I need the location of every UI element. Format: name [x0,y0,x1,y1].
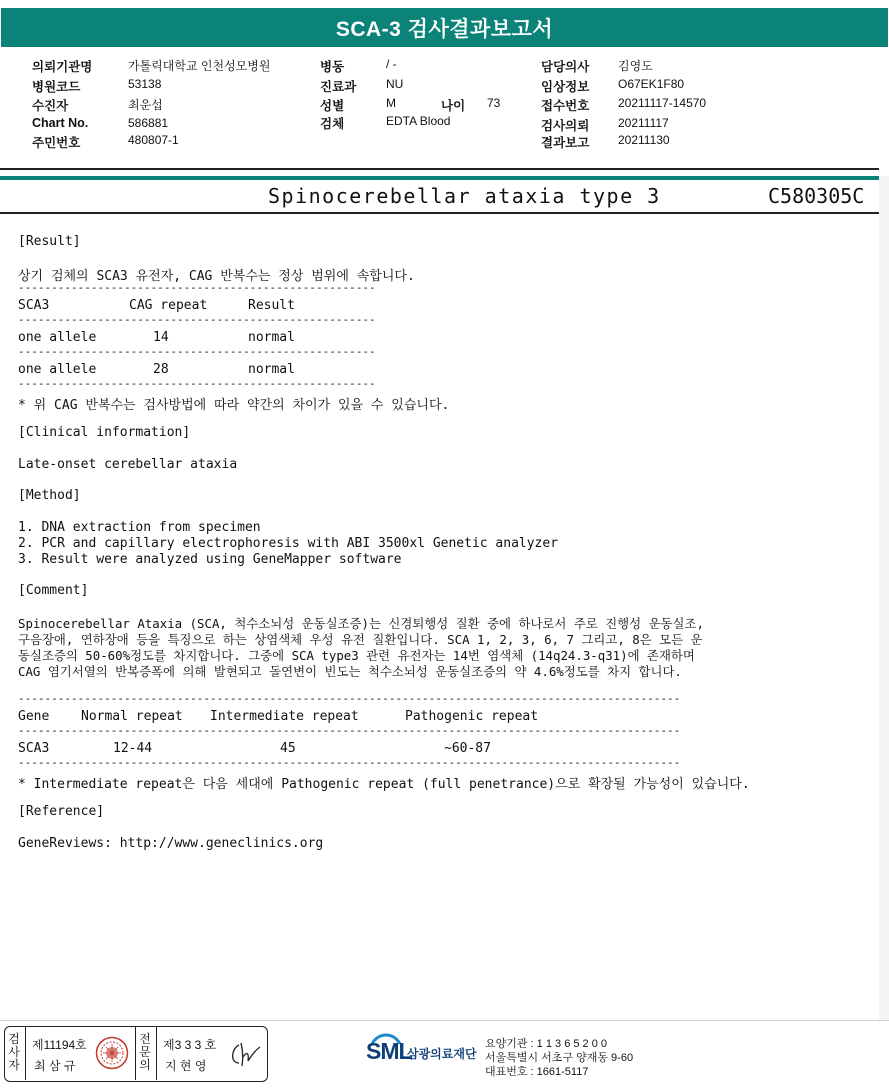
table-rule: ---------------------------------------------------------------------------------------------------- [18,756,681,769]
table-rule: ------------------------------------------------------ [18,377,376,390]
signer2-license: 제3 3 3 호 [163,1038,217,1052]
reference-heading: [Reference] [18,804,105,819]
organization-name: 삼광의료재단 [407,1047,477,1061]
header-value: M [386,96,396,110]
logo-text: SML [366,1038,412,1064]
header-value: 20211130 [618,133,670,147]
header-value: 20211117 [618,116,669,130]
handwritten-signature-icon [227,1039,263,1069]
test-name: Spinocerebellar ataxia type 3 [268,184,661,208]
signature-divider [156,1027,157,1080]
result-summary: 상기 검체의 SCA3 유전자, CAG 반복수는 정상 범위에 속합니다. [18,269,415,284]
method-item: 2. PCR and capillary electrophoresis with ABI 3500xl Genetic analyzer [18,536,559,551]
table-rule: ------------------------------------------------------ [18,313,376,326]
reference-text: GeneReviews: http://www.geneclinics.org [18,836,324,851]
company-logo [366,1030,486,1072]
comment-line: CAG 염기서열의 반복증폭에 의해 발현되고 돌연변이 빈도는 척수소뇌성 운동실조증의 약 4.6%정도를 차지 합니다. [18,664,682,679]
org-code: 요양기관 : 1 1 3 6 5 2 0 0 [485,1038,608,1050]
signer1-license: 제11194호 [32,1038,87,1052]
header-value: 가톨릭대학교 인천성모병원 [128,59,271,73]
signature-divider [135,1027,136,1080]
table-rule: ------------------------------------------------------ [18,345,376,358]
header-value: 586881 [128,116,169,130]
gene-cell: 45 [280,741,296,756]
result-cell: normal [248,362,295,377]
method-item: 1. DNA extraction from specimen [18,520,261,535]
gene-note: * Intermediate repeat은 다음 세대에 Pathogenic repeat (full penetrance)으로 확장될 가능성이 있습니다. [18,777,750,792]
header-label: 결과보고 [541,136,590,150]
signer1-name: 최 삼 규 [34,1059,76,1073]
result-cell: 14 [153,330,169,345]
result-col-header: Result [248,298,295,313]
report-title-area [0,0,889,48]
header-label: 검체 [320,117,345,131]
header-label: 성별 [320,99,345,113]
gene-col-header: Intermediate repeat [210,709,359,724]
table-rule: ------------------------------------------------------ [18,281,376,294]
header-label: 접수번호 [541,99,590,113]
comment-line: 동실조증의 50-60%정도를 차지합니다. 그중에 SCA type3 관련 유전자는 14번 염색체 (14q24.3-q31)에 존재하며 [18,648,695,663]
header-label: 의뢰기관명 [32,60,93,74]
signer2-name: 지 현 영 [165,1059,207,1073]
comment-line: 구음장애, 연하장애 등을 특징으로 하는 상염색체 우성 유전 질환입니다. SCA 1, 2, 3, 6, 7 그리고, 8은 모든 운 [18,632,703,647]
signature-box [4,1026,268,1082]
signer2-role: 전 문 의 [139,1032,151,1072]
header-label: 진료과 [320,80,357,94]
header-label: 주민번호 [32,136,81,150]
header-value: 480807-1 [128,133,179,147]
signature-divider [25,1027,26,1080]
header-value: EDTA Blood [386,114,451,128]
header-value: 최운섭 [128,98,163,112]
gene-col-header: Gene [18,709,50,724]
table-rule: ---------------------------------------------------------------------------------------------------- [18,724,681,737]
result-col-header: CAG repeat [129,298,208,313]
header-value: / - [386,57,397,71]
method-heading: [Method] [18,488,81,503]
result-cell: one allele [18,362,97,377]
gene-col-header: Normal repeat [81,709,183,724]
gene-cell: 12-44 [113,741,153,756]
age-label: 나이 [441,99,466,113]
patient-header [0,47,889,169]
clinical-text: Late-onset cerebellar ataxia [18,457,238,472]
result-heading: [Result] [18,234,81,249]
result-col-header: SCA3 [18,298,50,313]
header-value: 김영도 [618,59,653,73]
comment-heading: [Comment] [18,583,89,598]
title-divider [0,212,879,214]
header-divider [0,168,879,170]
header-value: 20211117-14570 [618,96,707,110]
seal-stamp-icon [95,1036,129,1070]
gene-cell: SCA3 [18,741,50,756]
clinical-heading: [Clinical information] [18,425,191,440]
comment-line: Spinocerebellar Ataxia (SCA, 척수소뇌성 운동실조증)는 신경퇴행성 질환 중에 하나로서 주로 진행성 운동실조, [18,616,704,631]
test-code: C580305C [768,184,865,208]
header-label: 검사의뢰 [541,119,590,133]
footer-divider [0,1020,889,1021]
age-value: 73 [487,96,501,110]
header-label: 임상정보 [541,80,590,94]
header-label: Chart No. [32,116,89,130]
report-title: SCA-3 검사결과보고서 [1,8,888,47]
gene-col-header: Pathogenic repeat [405,709,539,724]
signer1-role: 검 사 자 [8,1032,20,1072]
header-label: 담당의사 [541,60,590,74]
header-value: 53138 [128,77,162,91]
gene-cell: ~60-87 [444,741,491,756]
header-value: NU [386,77,404,91]
result-cell: one allele [18,330,97,345]
header-divider-accent [0,176,879,180]
result-cell: normal [248,330,295,345]
org-phone: 대표번호 : 1661-5117 [485,1066,589,1078]
header-label: 수진자 [32,99,69,113]
header-value: O67EK1F80 [618,77,685,91]
table-rule: ---------------------------------------------------------------------------------------------------- [18,692,681,705]
result-note: * 위 CAG 반복수는 검사방법에 따라 약간의 차이가 있을 수 있습니다. [18,398,450,413]
result-cell: 28 [153,362,169,377]
header-label: 병원코드 [32,80,81,94]
header-label: 병동 [320,60,345,74]
method-item: 3. Result were analyzed using GeneMapper software [18,552,402,567]
scrollbar-track[interactable] [879,176,889,1020]
org-address: 서울특별시 서초구 양재동 9-60 [485,1052,634,1064]
